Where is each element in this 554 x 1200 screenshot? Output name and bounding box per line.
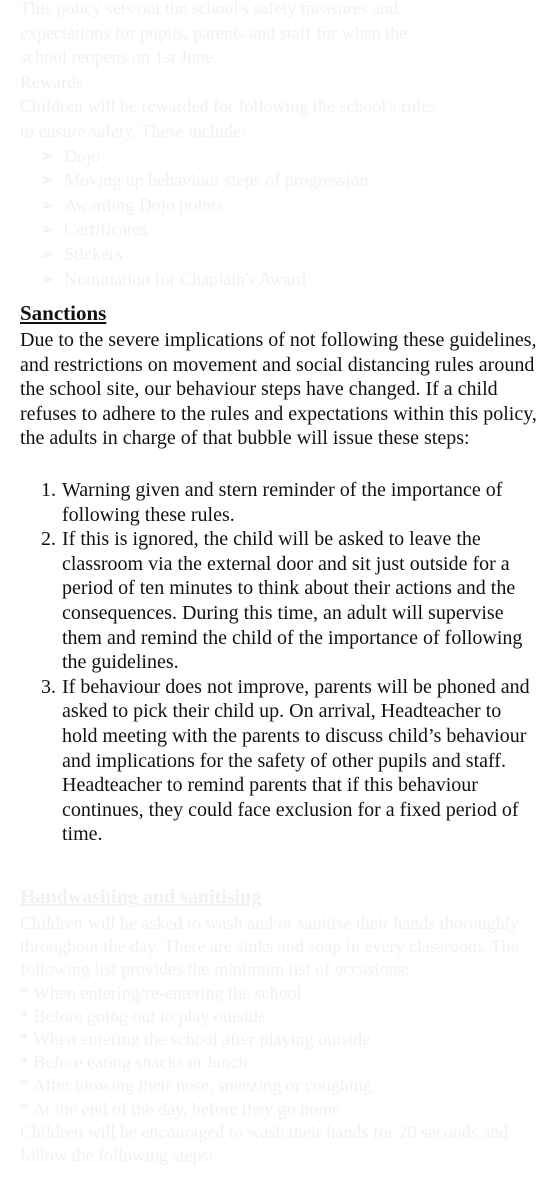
faded-rewards-list [20, 144, 540, 292]
faded-rewards-heading: Rewards [20, 71, 83, 92]
faded-list-item: ➢ Dojo [40, 144, 540, 169]
faded-list-item: ➢ Certificates [40, 217, 540, 242]
faded-list-item: ➢ Nomination for Chaplain's Award [40, 267, 540, 292]
faded-list-item: * At the end of the day, before they go home [20, 1098, 341, 1119]
faded-list-item: ➢ Awarding Dojo points [40, 193, 540, 218]
sanctions-step: 2. If this is ignored, the child will be asked to leave the classroom via the external door and sit just outside for a period of ten minutes to think about their actions and the consequences. During this time, an adult will supervise them and remind the child of the importance of following the guidelines. [61, 527, 540, 675]
faded-list-item: * Before eating snacks or lunch [20, 1052, 248, 1073]
faded-list-item: ➢ Stickers [40, 242, 540, 267]
sanctions-heading: Sanctions [20, 301, 107, 325]
sanctions-intro: Due to the severe implications of not following these guidelines, and restrictions on movement and social distancing rules around the school site, our behaviour steps have changed. If a child refuses to adhere to the rules and expectations within this policy, the adults in charge of that bubble will issue these steps: [20, 329, 537, 450]
faded-occasions-list [20, 982, 540, 1121]
faded-bottom-section [20, 884, 540, 1167]
faded-list-item: ➢ Moving up behaviour steps of progression [40, 168, 540, 193]
faded-paragraph: Children will be asked to wash and/or sanitise their hands thoroughly throughout the day. There are sinks and soap in every classroom. The following list provides the minimum list of occasions: [20, 913, 519, 980]
sanctions-step: 3. If behaviour does not improve, parents will be phoned and asked to pick their child up. On arrival, Headteacher to hold meeting with the parents to discuss child’s behaviour and implications for the safety of other pupils and staff. Headteacher to remind parents that if this behaviour continues, they could face exclusion for a fixed period of time. [61, 675, 540, 847]
faded-top-section [20, 0, 540, 291]
faded-line: to ensure safety. These include: [20, 120, 246, 141]
faded-line: expectations for pupils, parents and staff for when the [20, 22, 408, 43]
faded-handwashing-heading: Handwashing and sanitising [20, 886, 262, 908]
sanctions-section [20, 300, 540, 847]
faded-line: This policy sets out the school's safety measures and [20, 0, 399, 18]
faded-line: Children will be rewarded for following the school's rules [20, 96, 437, 117]
faded-list-item: * Before going out to play outside [20, 1005, 266, 1026]
faded-list-item: * After blowing their nose, sneezing or coughing [20, 1075, 372, 1096]
sanctions-step: 1. Warning given and stern reminder of the importance of following these rules. [61, 478, 540, 527]
faded-paragraph: Children will be encouraged to wash their hands for 20 seconds and follow the following steps: [20, 1121, 509, 1166]
faded-list-item: * When entering the school after playing outside [20, 1029, 371, 1050]
sanctions-steps-list [20, 478, 540, 847]
faded-line: school reopens on 1st June [20, 47, 213, 68]
faded-list-item: * When entering/re-entering the school [20, 982, 302, 1003]
